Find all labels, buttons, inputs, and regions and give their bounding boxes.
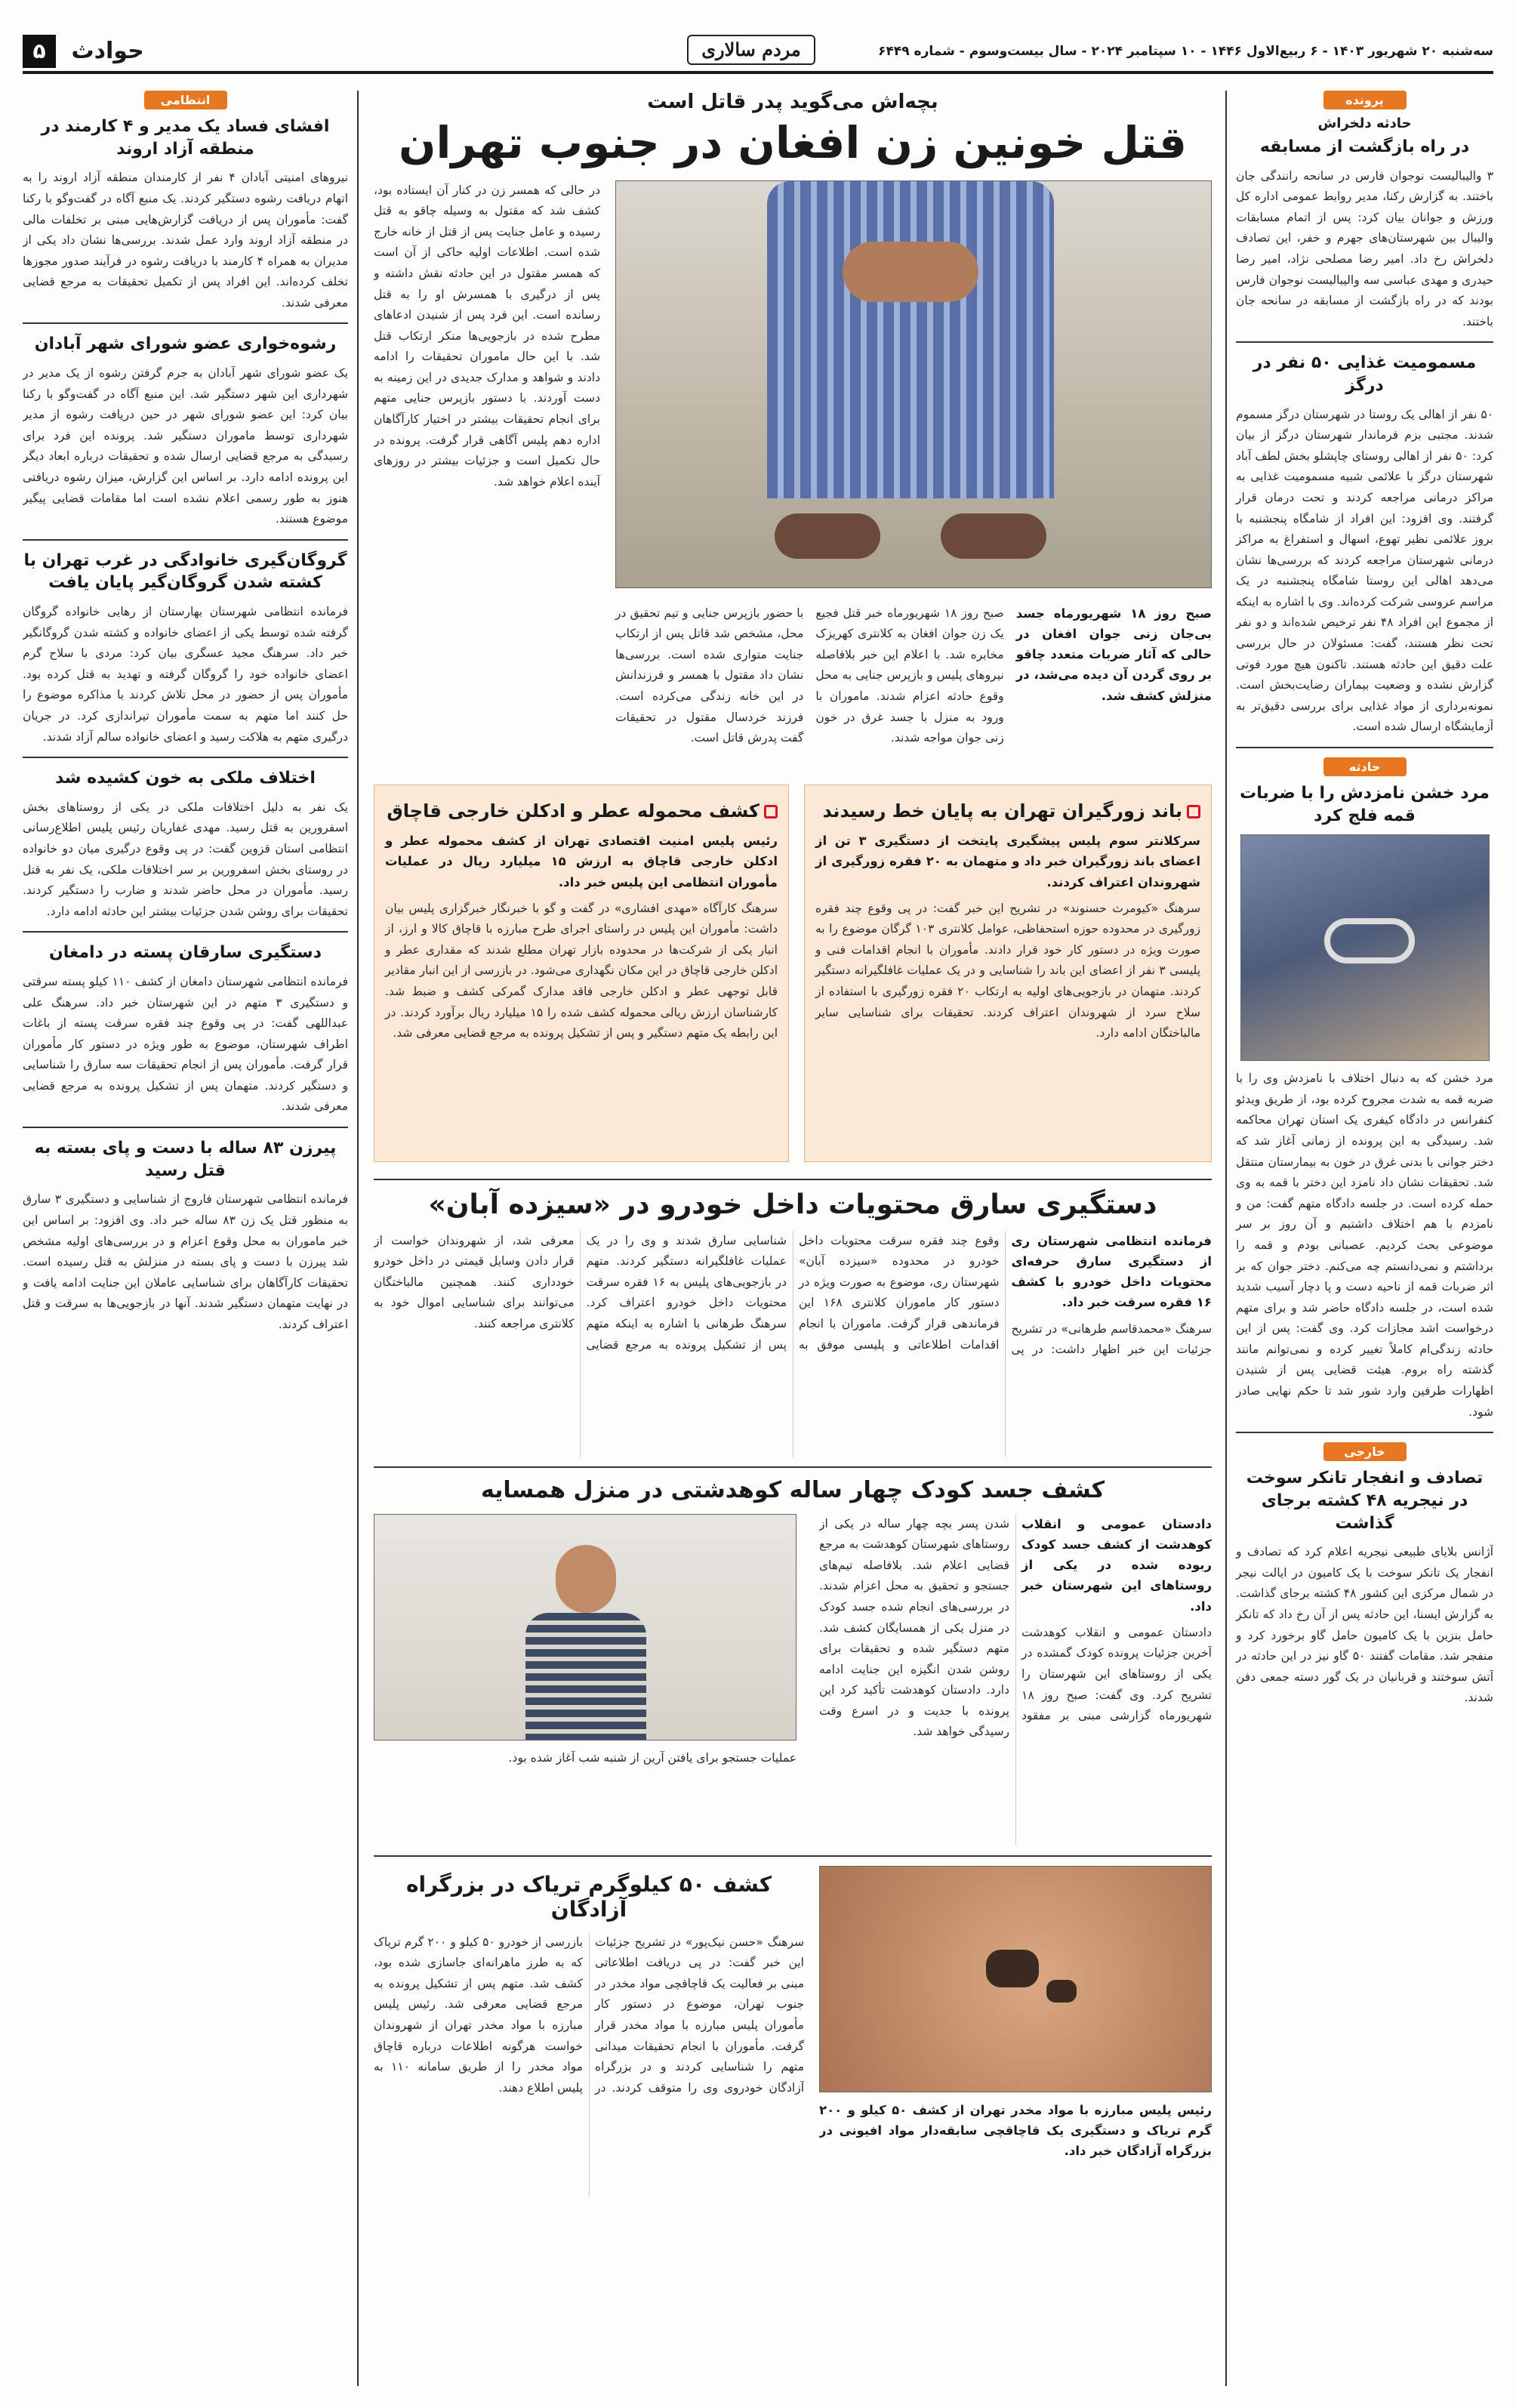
story-title: مرد خشن نامزدش را با ضربات قمه فلج کرد — [1240, 783, 1490, 825]
photo-caption: صبح روز ۱۸ شهریورماه جسد بی‌جان زنی جوان افغان در حالی که آثار ضربات متعدد چاقو بر روی گردن آن دیده می‌شد، در منزلش کشف شد. — [1015, 606, 1212, 703]
box-title — [385, 799, 778, 823]
photo-caption: عملیات جستجو برای یافتن آرین از شنبه شب آغاز شده بود. — [508, 1750, 797, 1765]
story-title: کشف ۵۰ کیلوگرم تریاک در بزرگراه آزادگان — [406, 1871, 772, 1922]
section-tag: پرونده — [1323, 91, 1407, 109]
story-body: فرمانده انتظامی شهرستان بهارستان از رهایی خانواده گروگان گرفته شده توسط یکی از اعضای خانواده و کشته شدن گروگانگیر خبر داد. سرهنگ مجید عسگری بیان کرد: مردی با سلاح گرم اعضای خانواده خود را گروگان گرفته و تهدید به قتل کرده بود. مأموران پس از حضور در محل تلاش کردند با مذاکره موضوع را حل کنند اما متهم به سمت مأموران تیراندازی کرد. در جریان درگیری متهم به هلاکت رسید و اعضای خانواده سالم آزاد شدند. — [23, 605, 348, 744]
story-body: دادستان عمومی و انقلاب کوهدشت آخرین جزئیات پرونده کودک گمشده در یکی از روستاهای این شهرستان را تشریح کرد. وی گفت: صبح روز ۱۸ شهریورماه گزارشی مبنی بر مفقود شدن پسر بچه چهار ساله در یکی از روستاهای شهرستان کوهدشت به مرجع قضایی اعلام شد. بلافاصله تیم‌های جستجو و تحقیق به محل اعزام شدند. در بررسی‌های انجام شده جسد کودک در منزل یکی از همسایگان کشف شد. متهم دستگیر شده و تحقیقات برای روشن شدن انگیزه این جنایت ادامه دارد. دادستان کوهدشت تأکید کرد این پرونده با جدیت و در اسرع وقت رسیدگی خواهد شد. — [819, 1516, 1212, 1739]
handcuffed-hands-photo — [1240, 834, 1490, 1061]
story-body: یک نفر به دلیل اختلافات ملکی در یکی از روستاهای بخش اسفرورین به قتل رسید. مهدی غفاریان رئیس پلیس اطلاع‌رسانی انتظامی استان قزوین گفت: در پی وقوع درگیری میان دو خانواده در روستای بخش اسفرورین بر سر اختلافات ملکی، یک نفر به قتل رسید. مأموران در محل حاضر شدند و ضارب را دستگیر کردند. تحقیقات برای روشن شدن جزئیات بیشتر این حادثه ادامه دارد. — [23, 800, 348, 918]
story-title: اختلاف ملکی به خون کشیده شد — [55, 769, 316, 788]
lead-col — [615, 603, 803, 769]
opium-text-block — [374, 1866, 804, 2183]
divider — [1236, 747, 1493, 748]
story-title: دستگیری سارقان پسته در دامغان — [48, 943, 322, 963]
story-body: آژانس بلایای طبیعی نیجریه اعلام کرد که تصادف و انفجار یک تانکر سوخت با یک کامیون در ایالت نیجر در شمال مرکزی این کشور ۴۸ کشته برجای گذاشت. به گزارش ایسنا، این حادثه پس از آن رخ داد که تانکر حامل بنزین با یک کامیون حامل گاو برخورد کرد و منفجر شد. مقامات گفتند ۵۰ گاو نیز در این حادثه در آتش سوختند و قربانیان در یک گور دسته جمعی دفن شدند. — [1236, 1545, 1493, 1705]
center-column — [374, 91, 1212, 2386]
lead-text-column — [374, 180, 600, 754]
suspect-photo — [615, 180, 1212, 588]
sandal-shape — [941, 513, 1046, 559]
story-body: ۵۰ نفر از اهالی یک روستا در شهرستان درگز مسموم شدند. مجتبی بزم فرماندار شهرستان درگز از بیان کرد: ۵۰ نفر از اهالی روستای چاپشلو بخش لطف آباد شهرستان درگز با علائمی شبیه مسمومیت غذایی به مراکز درمانی مراجعه کردند و تحت درمان قرار گرفتند. وی افزود: این افراد از شامگاه پنجشنبه با بروز علائمی نظیر تهوع، اسهال و استفراغ به مراکز درمانی شهرستان مراجعه کردند که بررسی‌ها نشان می‌دهد اهالی این روستا شامگاه پنجشنبه در یک مراسم عروسی شرکت کرده‌اند. وی با اشاره به اینکه از مجموع این افراد ۴۸ نفر ترخیص شده‌اند و دو نفر تحت نظر هستند، گفت: مسئولان در حال بررسی علت دقیق این حادثه هستند. تاکنون هیچ مورد فوتی گزارش نشده و وضعیت بیماران رضایت‌بخش است. نمونه‌برداری از مواد غذایی برای بررسی دقیق‌تر به آزمایشگاه ارسال شده است. — [1236, 407, 1493, 734]
story-body: نیروهای امنیتی آبادان ۴ نفر از کارمندان منطقه آزاد اروند را به اتهام دریافت رشوه دستگیر کردند. یک منبع آگاه در گفت‌وگو با رکنا گفت: مأموران پس از دریافت گزارش‌هایی مبنی بر تخلفات مالی در منطقه آزاد اروند وارد عمل شدند. بررسی‌ها نشان داد یکی از مدیران به همراه ۴ کارمند با دریافت رشوه در فرآیند صدور مجوزها تخلف کرده‌اند. این افراد پس از تکمیل تحقیقات به مرجع قضایی معرفی شدند. — [23, 171, 348, 310]
divider — [23, 757, 348, 758]
handcuffs-shape — [1324, 918, 1415, 964]
lead-body: در حالی که همسر زن در کنار آن ایستاده بود، کشف شد که مقتول به وسیله چاقو به قتل رسیده و عامل جنایت پس از قتل از خانه خارج شده است. اطلاعات اولیه حاکی از آن است که همسر مقتول در این حادثه نقش داشته و پس از درگیری با همسرش او را به قتل رسانده است. این فرد پس از شنیدن ادعاهای مطرح شده در بازجویی‌ها منکر ارتکاب قتل شد. با این حال ماموران تحقیقات را ادامه دادند و شواهد و مدارک جدیدی در این زمینه به دست آوردند. با دستور بازپرس جنایی متهم برای انجام تحقیقات بیشتر در اختیار کارآگاهان اداره دهم پلیس آگاهی قرار گرفت. پرونده در حال تکمیل است و جزئیات بیشتر در روزهای آینده اعلام خواهد شد. — [374, 183, 600, 489]
lead-col — [815, 603, 1003, 769]
hands-shape — [843, 242, 978, 302]
box-lead: رئیس پلیس امنیت اقتصادی تهران از کشف محموله عطر و ادکلن خارجی قاچاق به ارزش ۱۵ میلیارد ریال در عملیات مأموران انتظامی این پلیس خبر داد. — [385, 834, 778, 890]
story-title: کشف جسد کودک چهار ساله کوهدشتی در منزل همسایه — [480, 1476, 1105, 1503]
divider — [374, 1179, 1212, 1180]
divider — [23, 931, 348, 933]
divider — [1236, 1432, 1493, 1433]
story-lead: دادستان عمومی و انقلاب کوهدشت از کشف جسد کودک ربوده شده در یکی از روستاهای این شهرستان خبر داد. — [1021, 1516, 1212, 1614]
box-title-text: کشف محموله عطر و ادکلن خارجی قاچاق — [387, 800, 760, 822]
box-story-gang — [804, 785, 1212, 1162]
opium-lump-shape — [1046, 1980, 1077, 2003]
lead-lower-row — [615, 603, 1212, 769]
car-story-body — [374, 1231, 1212, 1457]
story-lead: فرمانده انتظامی شهرستان ری از دستگیری سارق حرفه‌ای محتویات داخل خودرو با کشف ۱۶ فقره سرقت خبر داد. — [1011, 1233, 1212, 1310]
divider — [23, 539, 348, 541]
story-title: رشوه‌خواری عضو شورای شهر آبادان — [34, 335, 337, 354]
box-lead: سرکلانتر سوم پلیس پیشگیری پایتخت از دستگیری ۳ تن از اعضای باند زورگیران خبر داد و متهمان به ۲۰ فقره زورگیری از شهروندان اعتراف کردند. — [815, 834, 1201, 890]
lead-body: صبح روز ۱۸ شهریورماه خبر قتل فجیع یک زن جوان افغان به کلانتری کهریزک مخابره شد. با اعلام این خبر بلافاصله نیروهای پلیس و بازپرس جنایی به محل وقوع حادثه اعزام شدند. ماموران با ورود به منزل با جسد غرق در خون زنی جوان مواجه شدند. — [815, 606, 1004, 745]
opium-story-block — [374, 1866, 1212, 2183]
box-story-perfume — [374, 785, 789, 1162]
left-column — [23, 91, 359, 2386]
story-title: گروگان‌گیری خانوادگی در غرب تهران با کشته شدن گروگان‌گیر پایان یافت — [23, 550, 347, 593]
bullet-icon — [764, 805, 778, 819]
child-photo — [374, 1514, 797, 1740]
lead-headline: قتل خونین زن افغان در جنوب تهران — [399, 117, 1187, 168]
story-title: افشای فساد یک مدیر و ۴ کارمند در منطقه آزاد اروند — [41, 117, 330, 159]
sandal-shape — [775, 513, 880, 559]
striped-uniform-shape — [767, 181, 1054, 498]
story-subtitle: حادثه دلخراش — [1317, 116, 1412, 131]
story-title: دستگیری سارق محتویات داخل خودرو در «سیزده آبان» — [428, 1189, 1157, 1220]
right-column — [1225, 91, 1493, 2386]
newspaper-page — [23, 30, 1493, 2386]
divider — [374, 1855, 1212, 1857]
section-title: حوادث — [71, 38, 144, 64]
box-body: سرهنگ کارآگاه «مهدی افشاری» در گفت و گو با خبرنگار خبرگزاری پلیس بیان داشت: مأموران این پلیس در راستای اجرای طرح مبارزه با قاچاق کالا و ارز، از انبار یکی از شرکت‌ها در محدوده بازار تهران مطلع شدند که مقداری عطر و ادکلن خارجی قاچاق در این مکان نگهداری می‌شود. در بازرسی از این انبار مقادیر قابل توجهی عطر و ادکلن خارجی فاقد مدارک گمرکی کشف و ضبط شد. کارشناسان ارزش ریالی محموله کشف شده را ۱۵ میلیارد ریال برآورد کردند. در این رابطه یک متهم دستگیر و پس از تشکیل پرونده به مرجع قضایی معرفی شد. — [385, 901, 778, 1041]
story-title: پیرزن ۸۳ ساله با دست و پای بسته به قتل رسید — [34, 1139, 337, 1180]
section-header — [23, 35, 144, 68]
story-body: سرهنگ «محمدقاسم طرهانی» در تشریح جزئیات این خبر اظهار داشت: در پی وقوع چند فقره سرقت محتویات داخل خودرو در محدوده «سیزده آبان» شهرستان ری، موضوع به صورت ویژه در دستور کار ماموران کلانتری ۱۶۸ این فرماندهی قرار گرفت. ماموران با انجام اقدامات اطلاعاتی و پلیسی موفق به شناسایی سارق شدند و وی را در یک عملیات غافلگیرانه دستگیر کردند. متهم در بازجویی‌های پلیس به ۱۶ فقره سرقت محتویات داخل خودرو اعتراف کرد. سرهنگ طرهانی با اشاره به اینکه متهم پس از تشکیل پرونده به مرجع قضایی معرفی شد، از شهروندان خواست از قرار دادن وسایل قیمتی در داخل خودرو خودداری کنند. همچنین مالباختگان می‌توانند برای شناسایی اموال خود به کلانتری مراجعه کنند. — [374, 1233, 1212, 1357]
lead-story-block — [374, 180, 1212, 777]
story-body: فرمانده انتظامی شهرستان دامغان از کشف ۱۱۰ کیلو پسته سرقتی و دستگیری ۳ متهم در این شهرستان خبر داد. سرهنگ علی عبداللهی گفت: در پی وقوع چند فقره سرقت پسته از باغات اطراف شهرستان، موضوع به طور ویژه در دستور کار مأموران قرار گرفت. مأموران پس از انجام تحقیقات سه سارق را شناسایی و دستگیر کردند. متهمان پس از تشکیل پرونده به مرجع قضایی معرفی شدند. — [23, 975, 349, 1114]
section-tag: انتظامی — [144, 91, 227, 109]
boxed-stories-row — [374, 785, 1212, 1170]
child-story-text — [819, 1514, 1212, 1846]
story-body: یک عضو شورای شهر آبادان به جرم گرفتن رشوه از یک مدیر در شهرداری این شهر دستگیر شد. این منبع آگاه در گفت‌وگو با رکنا بیان کرد: این عضو شورای شهر در حین دریافت رشوه از مدیر شهرداری توسط ماموران دستگیر شد. پرونده این فرد برای رسیدگی به مرجع قضایی ارسال شده و تحقیقات درباره ابعاد دیگر این پرونده ادامه دارد. بر اساس این گزارش، میزان رشوه دریافتی هنوز به طور رسمی اعلام نشده است اما مقامات قضایی پیگیر موضوع هستند. — [23, 366, 348, 526]
story-lead: رئیس پلیس مبارزه با مواد مخدر تهران از کشف ۵۰ کیلو و ۲۰۰ گرم تریاک و دستگیری یک قاچاقچی سابقه‌دار مواد افیونی در بزرگراه آزادگان خبر داد. — [819, 2102, 1212, 2159]
dateline: سه‌شنبه ۲۰ شهریور ۱۴۰۳ - ۶ ربیع‌الاول ۱۴۴۶ - ۱۰ سپتامبر ۲۰۲۴ - سال بیست‌وسوم - شماره ۶۴۴۹ — [878, 44, 1493, 59]
box-title — [815, 799, 1200, 823]
masthead — [23, 30, 1493, 74]
photo-caption-block — [1016, 603, 1212, 769]
child-head-shape — [556, 1545, 616, 1613]
box-title-text: باند زورگیران تهران به پایان خط رسیدند — [822, 800, 1182, 822]
opium-lead-block — [819, 2100, 1212, 2183]
lead-kicker: بچه‌اش می‌گوید پدر قاتل است — [647, 91, 938, 113]
section-tag: حادثه — [1323, 757, 1407, 776]
opium-lump-shape — [986, 1950, 1039, 1987]
section-tag: خارجی — [1323, 1442, 1407, 1461]
story-title: در راه بازگشت از مسابقه — [1259, 137, 1470, 156]
story-body: ۳ والیبالیست نوجوان فارس در سانحه رانندگی جان باختند. به گزارش رکنا، مدیر روابط عمومی اداره کل ورزش و جوانان بیان کرد: پس از اتمام مسابقات والیبال بین شهرستان‌های جهرم و خفر، این تصادف دلخراش رخ داد. امیر رضا مصلحی نژاد، امیر رضا حیدری و مهدی عباسی سه والیبالیست نوجوان فارس بودند که در راه بازگشت از مسابقه در سانحه جان باختند. — [1236, 168, 1493, 328]
divider — [23, 322, 348, 324]
story-body: مرد خشن که به دنبال اختلاف با نامزدش وی را با ضربه قمه به شدت مجروح کرده بود، از طریق ویدئو کنفرانس در دادگاه کیفری یک استان تهران محاکمه شد. رسیدگی به این پرونده از زمانی آغاز شد که دختر جوانی با بدنی غرق در خون به بیمارستان منتقل شد. تحقیقات نشان داد نامزد این دختر با قمه به وی حمله کرده است. در جلسه دادگاه متهم گفت: من و نامزدم با هم اختلاف داشتیم و آن روز بر سر موضوعی بحث کردیم. عصبانی بودم و قمه را برداشتم و نمی‌دانستم چه می‌کنم. دختر جوان که بر اثر ضربات قمه از ناحیه دست و پا دچار آسیب شدید شده است، در جلسه دادگاه حاضر شد و برای متهم درخواست اشد مجازات کرد. وی گفت: پس از این حادثه زندگی‌ام کاملاً تغییر کرده و نمی‌توانم مانند گذشته راه بروم. هیئت قضایی پس از شنیدن اظهارات طرفین وارد شور شد تا حکم نهایی صادر شود. — [1236, 1071, 1493, 1419]
story-body: فرمانده انتظامی شهرستان فاروج از شناسایی و دستگیری ۳ سارق به منظور قتل یک زن ۸۳ ساله خبر داد. وی افزود: بر اساس این خبر ماموران به محل وقوع اعزام و در بررسی‌های اولیه مشخص شد پیرزن با دست و پای بسته در منزلش به قتل رسیده است. تحقیقات کارآگاهان برای شناسایی عاملان این جنایت ادامه یافت و در نهایت متهمان دستگیر شدند. آنها در بازجویی‌ها به سرقت و قتل اعتراف کردند. — [23, 1192, 349, 1331]
box-body: سرهنگ «کیومرث حسنوند» در تشریح این خبر گفت: در پی وقوع چند فقره زورگیری در محدوده حوزه استحفاظی، عوامل کلانتری ۱۰۳ گرگان موضوع را به صورت ویژه در دستور کار خود قرار دادند. مأموران با انجام اقدامات فنی و پلیسی ۳ نفر از اعضای این باند را شناسایی و در یک عملیات غافلگیرانه دستگیر کردند. متهمان در بازجویی‌های اولیه به ارتکاب ۲۰ فقره زورگیری با استفاده از سلاح سرد از شهروندان اعتراف کردند. تحقیقات برای شناسایی سایر مالباختگان ادامه دارد. — [815, 901, 1201, 1041]
divider — [1236, 341, 1493, 343]
child-sweater-shape — [525, 1613, 646, 1740]
story-body: سرهنگ «حسن نیک‌پور» در تشریح جزئیات این خبر گفت: در پی دریافت اطلاعاتی مبنی بر فعالیت یک قاچاقچی مواد مخدر در جنوب تهران، موضوع در دستور کار مأموران پلیس مبارزه با مواد مخدر قرار گرفت. مأموران با انجام تحقیقات میدانی متهم را شناسایی کردند و در بزرگراه آزادگان خودروی وی را متوقف کردند. در بازرسی از خودرو ۵۰ کیلو و ۲۰۰ گرم تریاک که به طرز ماهرانه‌ای جاسازی شده بود، کشف شد. متهم پس از تشکیل پرونده به مرجع قضایی معرفی شد. رئیس پلیس مبارزه با مواد مخدر تهران از شهروندان خواست هرگونه اطلاعات درباره قاچاق مواد مخدر را از طریق سامانه ۱۱۰ به پلیس اطلاع دهند. — [374, 1935, 804, 2095]
opium-photo — [819, 1866, 1212, 2092]
newspaper-logo: مردم سالاری — [687, 35, 815, 65]
divider — [23, 1127, 348, 1128]
child-story-block — [374, 1514, 1212, 1846]
story-title: تصادف و انفجار تانکر سوخت در نیجریه ۴۸ کشته برجای گذاشت — [1246, 1469, 1484, 1533]
divider — [374, 1466, 1212, 1468]
story-title: مسمومیت غذایی ۵۰ نفر در درگز — [1253, 353, 1477, 395]
page-number: ۵ — [23, 35, 56, 68]
bullet-icon — [1187, 805, 1200, 819]
lead-body: با حضور بازپرس جنایی و تیم تحقیق در محل، مشخص شد قاتل پس از ارتکاب جنایت متواری شده است. بررسی‌ها نشان داد مقتول با همسر و فرزندانش در این خانه زندگی می‌کرده است. فرزند خردسال مقتول در تحقیقات گفت پدرش قاتل است. — [615, 606, 804, 745]
opium-body-columns — [374, 1932, 804, 2197]
child-photo-block — [374, 1514, 797, 1846]
